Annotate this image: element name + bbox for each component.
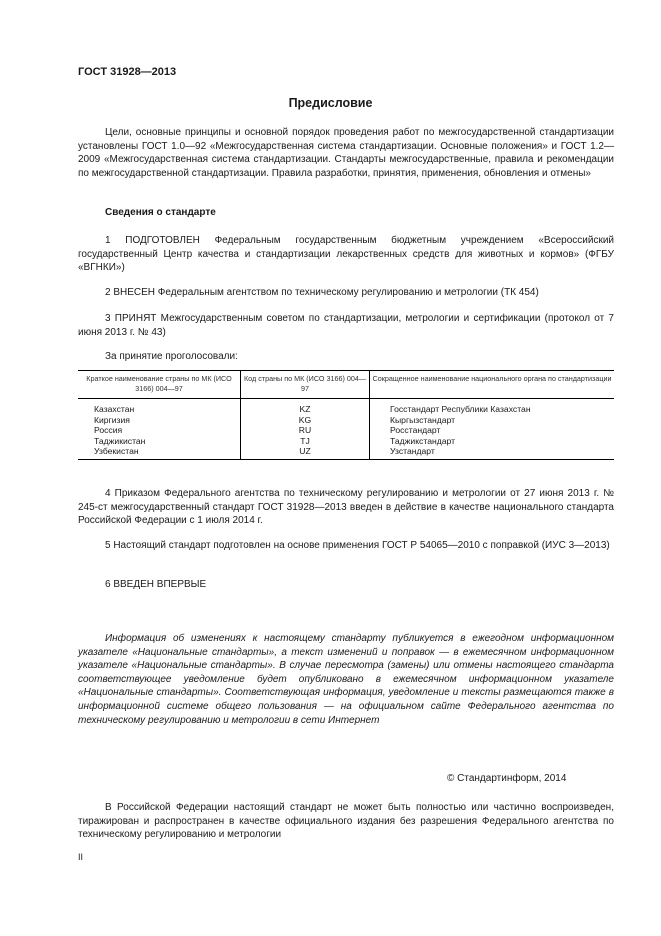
country-name: Россия [94, 425, 123, 436]
table-row [78, 399, 614, 415]
voted-label: За принятие проголосовали: [105, 351, 238, 362]
national-body: Кыргызстандарт [370, 415, 615, 426]
country-code: RU [241, 425, 370, 436]
item-2-submitted: 2 ВНЕСЕН Федеральным агентством по техническому регулированию и метрологии (ТК 454) [105, 287, 539, 298]
intro-paragraph: Цели, основные принципы и основной порядок проведения работ по межгосударственной стандартизации установлены ГОСТ 1.0—92 «Межгосударственная система стандартизации. Основные положения» и ГОСТ 1.2—2009 «Межгосударственная система стандартизации. Стандарты межгосударственные, правила и рекомендации по межгосударственной стандартизации. Правила разработки, принятия, применения, обновления и отмены» [78, 127, 614, 179]
copyright: © Стандартинформ, 2014 [447, 773, 567, 784]
item-3-adopted: 3 ПРИНЯТ Межгосударственным советом по стандартизации, метрологии и сертификации (протокол от 7 июня 2013 г. № 43) [78, 313, 614, 338]
page-number: II [78, 852, 84, 862]
col-national-body-header: Сокращенное наименование национального органа по стандартизации [370, 371, 615, 399]
item-1-prepared: 1 ПОДГОТОВЛЕН Федеральным государственным бюджетным учреждением «Всероссийский государственный Центр качества и стандартизации лекарственных средств для животных и кормов» (ФГБУ «ВГНКИ») [78, 235, 614, 274]
national-body: Таджикстандарт [370, 436, 615, 447]
document-id: ГОСТ 31928—2013 [78, 66, 177, 78]
col-country-code-header: Код страны по МК (ИСО 3166) 004—97 [241, 371, 370, 399]
item-5-based-on: 5 Настоящий стандарт подготовлен на основе применения ГОСТ Р 54065—2010 с поправкой (ИУС 3—2013) [105, 540, 610, 551]
page-title: Предисловие [288, 96, 373, 110]
col-country-name-header: Краткое наименование страны по МК (ИСО 3166) 004—97 [78, 371, 241, 399]
table-row [78, 446, 614, 459]
standard-info-heading: Сведения о стандарте [105, 207, 216, 218]
national-body: Госстандарт Республики Казахстан [370, 399, 615, 415]
country-name: Киргизия [94, 414, 130, 425]
item-4-enacted: 4 Приказом Федерального агентства по техническому регулированию и метрологии от 27 июня 2013 г. № 245-ст межгосударственный стандарт ГОСТ 31928—2013 введен в действие в качестве национального стандарта Российской Федерации с 1 июля 2014 г. [78, 488, 614, 527]
national-body: Узстандарт [370, 446, 615, 459]
reproduction-notice: В Российской Федерации настоящий стандарт не может быть полностью или частично воспроизведен, тиражирован и распространен в качестве официального издания без разрешения Федерального агентства по техническому регулированию и метрологии [78, 802, 614, 841]
country-name: Таджикистан [94, 435, 146, 446]
changes-notice: Информация об изменениях к настоящему стандарту публикуется в ежегодном информационном указателе «Национальные стандарты», а текст изменений и поправок — в ежемесячном информационном указателе «Национальные стандарты». В случае пересмотра (замены) или отмены настоящего стандарта соответствующее уведомление будет опубликовано в ежемесячном информационном указателе «Национальные стандарты». Соответствующая информация, уведомление и тексты размещаются также в информационной системе общего пользования — на официальном сайте Федерального агентства по техническому регулированию и метрологии в сети Интернет [78, 633, 614, 726]
item-6-first-introduced: 6 ВВЕДЕН ВПЕРВЫЕ [105, 579, 207, 590]
country-code: KZ [241, 399, 370, 415]
national-body: Росстандарт [370, 425, 615, 436]
country-code: KG [241, 415, 370, 426]
country-name: Узбекистан [78, 446, 241, 459]
table-row [78, 415, 614, 426]
country-code: UZ [241, 446, 370, 459]
country-name: Казахстан [94, 404, 135, 414]
country-code: TJ [241, 436, 370, 447]
table-row [78, 425, 614, 436]
table-row [78, 436, 614, 447]
voting-table-header [78, 371, 614, 399]
voting-table [78, 370, 614, 460]
